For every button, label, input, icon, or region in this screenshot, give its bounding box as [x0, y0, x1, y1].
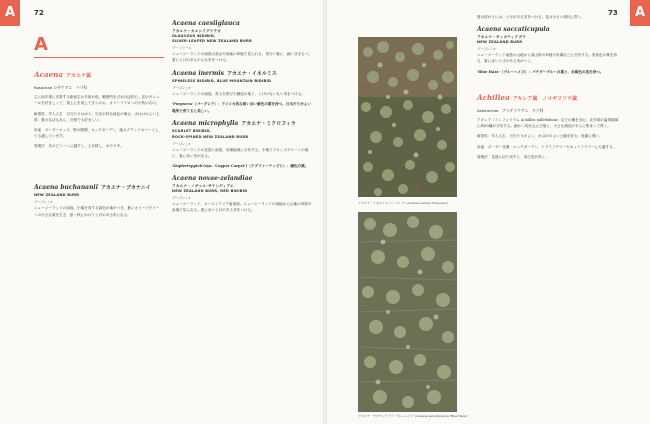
species-size: ブーンシーレ — [172, 46, 193, 51]
genus2-paragraph: 管理法 花後に切り戻すと、再び花が咲く。 — [477, 154, 549, 159]
species-description: ニュージーランドの南島。小葉を有する緑色の葉がつき、夏にオリーブグリーンの小さな葉を生き、夏〜秋にかけてとげのある実になる。 — [34, 206, 160, 217]
genus2-family-line: Asteraceae アステラケアエ キク科 — [477, 107, 544, 113]
species-description: ニュージーランド南島の山地から高山帯の草地や岩場などに分布する。青灰色の葉を持ち、夏に赤いとげのある実がつく。 — [477, 53, 618, 64]
species-name: Acaena caesiiglauca — [172, 20, 240, 27]
genus-paragraph: 耐寒性：早入人生 日当たりは水々、日光が好な緑色の葉さ、水はけのよい土質、夏の名ばもなら、石壁でも好ましい。 — [34, 111, 160, 122]
species-common-name: NEW ZEALAND BURR, RED BIDIBID — [172, 189, 248, 194]
genus2-heading: Achillea アキレア属 ノコギリソウ属 — [477, 92, 578, 102]
genus-intro: 主に南半球に多数する新低生の半低の低、範囲内を占めほぼ約に、花のモニュールを好ましくて、頂上にを成してきらのお、オリーフブロンの小枝の名の。 — [34, 95, 160, 106]
species-name: Acaena inermis アカエナ・イネルミス — [172, 69, 277, 77]
genus2-paragraph: 用途 ボーダー花壇、ロックガーデン、ドライフラワーやカットフラワーにも適する。 — [477, 144, 617, 149]
plant-photo-top — [358, 37, 457, 197]
species-size: ブージレンr — [172, 86, 191, 91]
species-common-name: SPINELESS BIDIBID, BLUE MOUNTAIN BIDIBID — [172, 79, 272, 84]
species-description: ニュージーランドの南島。青みを帯びた銅色の葉と、とげのない丸い実をつける。 — [172, 92, 305, 97]
genus2-intro: アキレア（ミレフォリウム Achillea millefolium）などの種を含む。北半球の温帯地域に約85種が分布する。細かく切れ込んだ葉と、小さな頭花が平らに集まって咲く。 — [477, 117, 619, 129]
species-size: ブージレンr — [477, 47, 496, 52]
species-jp-name: アカエナ・サッカティクプラ — [477, 34, 526, 39]
species-name: Acaena saccaticupula — [477, 26, 550, 34]
genus-heading: Acaena アカエナ属 — [34, 70, 92, 79]
left-page-number: 72 — [34, 9, 44, 17]
species-size: ブージレンr — [172, 196, 191, 201]
genus-paragraph: 用途 ボーダーエッジ、壁の隙間、ロックガーデン、踏みグランドカバーとしても適しています。 — [34, 128, 159, 139]
species-common-name: NEW ZEALAND BURR — [34, 193, 80, 198]
cultivar-note: 'Purpurea'（パープレア）：アメリカ的な暗い赤い紫色の葉を持つ。日当たりがよい場所で育てると美しい。 — [172, 102, 311, 113]
species-name: Acaena buchananii アカエナ・ブカナニイ — [34, 183, 151, 191]
species-common-name: SCARLET BIDIBID, ROCK-SPINED NEW ZEALAND BURR — [172, 129, 249, 139]
species-description: ニュージーランドの南島の高山や低地の草地で見られる。青白い葉に、細い茎をもつ。夏にとげのある小さな実をつける。 — [172, 52, 312, 63]
left-section-tab: A — [0, 0, 20, 26]
section-letter-heading: A — [34, 34, 48, 55]
species-jp-name: アカエナ・カエシイグラウカ — [172, 28, 222, 33]
genus-paragraph: 管理法 冬のどシーンに越すと、土を耕し、水やり中。 — [34, 144, 124, 149]
species-size: ブージレンr — [34, 200, 53, 205]
cultivar-note: 'Kupferteppich'(syn. 'Copper Carpet')（クプファーテッピヒ）：銅色の葉。 — [172, 164, 309, 169]
species-name: Acaena novae-zelandiae — [172, 175, 253, 183]
plant-photo-bottom — [358, 212, 457, 412]
right-column — [477, 14, 619, 164]
left-column-1 — [34, 64, 162, 222]
photo-top-caption: アカエナ・イネルミス 'パープレア' (Acaena inermis 'Purpurea') — [358, 201, 448, 205]
photo-wall-image — [358, 212, 457, 412]
species-description: ニュージーランド、オーストラリア南東部。ニュージーランドの低地から山地の草原や岩場で見られる。夏に赤いとげのある実をつける。 — [172, 202, 312, 213]
species-name: Acaena microphylla アカエナ・ミクロフィラ — [172, 119, 296, 127]
photo-bottom-caption: アカエナ・サカティクプラ 'ブルーヘイズ' (Acaena saccaticupula 'Blue Haze') — [358, 414, 468, 418]
photo-foliage-image — [358, 37, 457, 197]
left-column-2 — [172, 14, 312, 218]
species-common-name: NEW ZEALAND BURR — [477, 39, 523, 44]
right-page-number: 73 — [608, 9, 618, 17]
book-gutter — [323, 0, 327, 424]
species-jp-name: アカエナ・ノヴァエ-ゼランディアエ — [172, 183, 234, 188]
family-line: Rosaceae ロザケアエ バラ科 — [34, 85, 88, 90]
genus2-paragraph: 耐寒性：早入人生 日当たりがよく、水はけのよい土壌を好む。乾燥に強い。 — [477, 134, 603, 139]
section-rule — [34, 57, 164, 58]
cultivar-note: 'Blue Haze'（ブルーヘイズ）：パウダーブルーの葉と、赤褐色の茎を持つ。 — [477, 69, 604, 74]
species-description: ニュージーランドの北島と南島、岩場地域に分布する。小葉でブロンズグリーンの葉に、夏に赤い実がなる。 — [172, 147, 309, 158]
species-common-name: GLAUCOUS BIDIBID, SILVER-LEAFED NEW ZEALAND BURR — [172, 33, 252, 43]
continued-text: 夏の終わりには、とげのある実をつける。花は小さい球状に咲く。 — [477, 15, 585, 19]
right-section-tab: A — [630, 0, 650, 26]
species-size: ブージレンr — [172, 141, 191, 146]
